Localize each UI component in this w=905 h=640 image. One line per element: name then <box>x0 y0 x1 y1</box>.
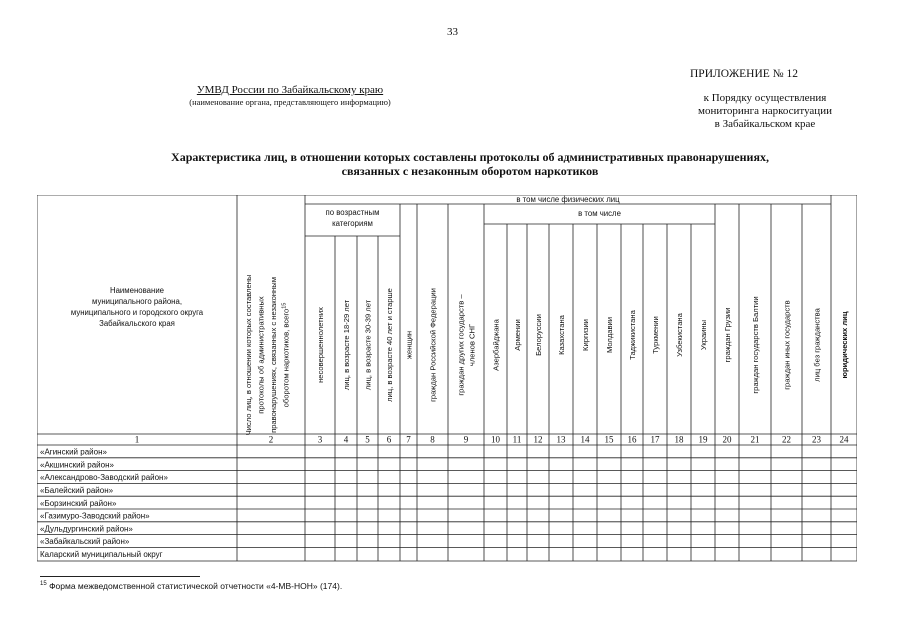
table-row-label: «Балейский район» <box>40 486 114 495</box>
table-row-label: «Газимуро-Заводский район» <box>40 511 150 521</box>
report-table <box>37 195 857 563</box>
column-number: 18 <box>674 434 684 445</box>
column-number: 3 <box>317 434 323 445</box>
column-header-label: Армении <box>513 319 522 351</box>
organization-block <box>150 84 430 108</box>
column-header-label: Узбекистана <box>675 313 684 357</box>
column-header-label: членов СНГ <box>467 323 477 367</box>
column-number: 9 <box>463 434 469 445</box>
column-header-label: граждан Российской Федерации <box>428 288 438 402</box>
table-row-label: «Александрово-Заводский район» <box>40 473 168 483</box>
column-number: 2 <box>268 434 274 445</box>
header-name-label: муниципального и городского округа <box>70 308 204 317</box>
footnote-divider <box>40 576 200 577</box>
column-number: 1 <box>134 434 140 445</box>
document-title-line: связанных с незаконным оборотом наркотиков <box>341 164 599 178</box>
report-table-grid <box>37 195 857 563</box>
column-number: 15 <box>604 434 614 445</box>
column-number: 17 <box>650 434 660 445</box>
page-number: 33 <box>447 26 458 38</box>
column-header-label: юридических лиц <box>840 311 849 379</box>
header-total-label: Число лиц, в отношении которых составлены <box>244 274 253 436</box>
appendix-title: ПРИЛОЖЕНИЕ № 12 <box>690 68 799 80</box>
column-number: 6 <box>386 434 392 445</box>
column-number: 20 <box>722 434 732 445</box>
footnote-text: Форма межведомственной статистической отчетности «4-МВ-НОН» (174). <box>49 581 343 591</box>
table-row-label: «Забайкальский район» <box>40 537 130 547</box>
table-row-label: «Агинский район» <box>40 447 107 457</box>
header-age-label: по возрастным <box>325 208 380 217</box>
column-number: 19 <box>698 434 708 445</box>
table-row-label: Каларский муниципальный округ <box>40 550 163 559</box>
column-header-label: лиц без гражданства <box>812 308 822 382</box>
appendix-subtitle-line: в Забайкальском крае <box>714 118 816 130</box>
appendix-subtitle-line: к Порядку осуществления <box>703 92 827 104</box>
column-header-label: Казахстана <box>557 315 566 355</box>
column-header-label: Молдавии <box>605 316 614 354</box>
column-header-label: Украины <box>699 319 708 351</box>
header-total-label: протоколы об административных <box>256 296 266 414</box>
document-title-line: Характеристика лиц, в отношении которых составлены протоколы об административных правонарушениях, <box>171 150 769 164</box>
column-header-label: граждан иных государств <box>782 300 792 390</box>
column-header-label: несовершеннолетних <box>316 307 325 383</box>
column-header-label: женщин <box>404 330 414 360</box>
table-row-label: «Борзинский район» <box>40 498 117 508</box>
column-header-label: лиц, в возрасте 40 лет и старше <box>385 288 394 402</box>
column-number: 4 <box>343 434 349 445</box>
column-number: 14 <box>580 434 590 445</box>
column-number: 13 <box>556 434 566 445</box>
header-name-label: Наименование <box>109 286 165 295</box>
column-number: 7 <box>406 434 411 445</box>
column-number: 24 <box>839 434 849 445</box>
column-header-label: лиц, в возрасте 18-29 лет <box>342 299 351 391</box>
table-row-label: «Дульдургинский район» <box>40 524 133 534</box>
column-header-label: Белоруссии <box>534 314 543 356</box>
header-name-label: Забайкальского края <box>99 319 175 328</box>
footnote <box>40 581 342 591</box>
organization-note: (наименование органа, представляющего информацию) <box>189 97 391 107</box>
column-header-label: лиц, в возрасте 30-39 лет <box>363 299 373 391</box>
organization-name: УМВД России по Забайкальскому краю <box>196 84 384 96</box>
column-number: 12 <box>533 434 543 445</box>
document-title <box>100 150 840 178</box>
column-number: 8 <box>430 434 435 445</box>
column-header-label: граждан других государств – <box>456 294 466 396</box>
column-number: 22 <box>782 434 791 445</box>
header-total-label: правонарушениях, связанных с незаконным <box>269 277 278 433</box>
footnote-marker: 15 <box>40 581 47 588</box>
header-physical-label: в том числе физических лиц <box>516 195 620 205</box>
column-header-label: Азербайджана <box>491 319 501 371</box>
header-age-label: категориям <box>332 219 373 228</box>
column-header-label: граждан Грузии <box>723 307 732 363</box>
header-including-label: в том числе <box>578 209 621 218</box>
column-number: 23 <box>812 434 821 445</box>
table-row-label: «Акшинский район» <box>40 460 114 470</box>
column-header-label: Таджикистана <box>628 310 637 360</box>
column-number: 21 <box>750 434 760 445</box>
column-number: 16 <box>627 434 637 445</box>
column-number: 11 <box>512 434 522 445</box>
appendix-subtitle <box>672 92 858 131</box>
appendix-subtitle-line: мониторинга наркоситуации <box>698 105 832 117</box>
column-number: 10 <box>491 434 500 445</box>
column-header-label: граждан государств Балтии <box>751 296 760 394</box>
column-header-label: Туркмении <box>651 316 660 354</box>
header-name-label: муниципального района, <box>92 297 182 306</box>
column-header-label: Киргизии <box>581 319 590 351</box>
header-total-label: оборотом наркотиков, всего$^{15}$ <box>281 302 291 408</box>
column-number: 5 <box>365 434 370 445</box>
